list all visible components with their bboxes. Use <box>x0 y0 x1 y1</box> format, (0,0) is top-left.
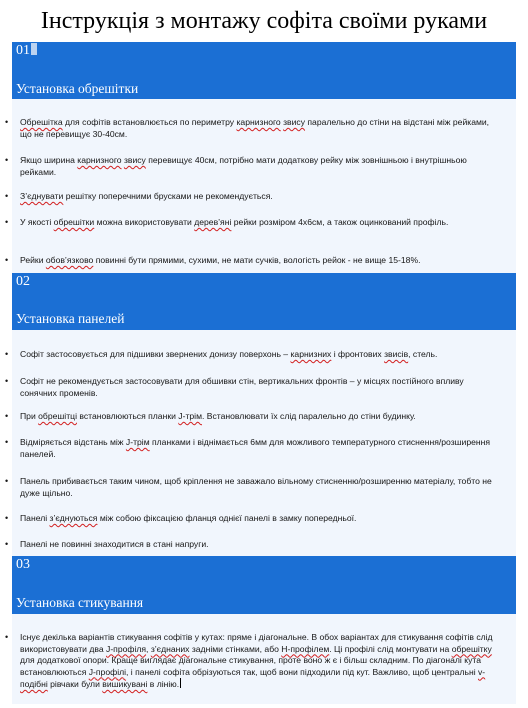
bullet-icon: • <box>5 539 9 549</box>
bullet-icon: • <box>5 437 9 447</box>
document-title: Інструкція з монтажу софіта своїми руками <box>40 8 488 34</box>
bullet-icon: • <box>5 349 9 359</box>
list-item-text: Панель прибивається таким чином, щоб кріплення не заважало вільному стисненню/розширенню матеріалу, тобто не дуже щільно. <box>20 476 492 498</box>
list-item-text: Панелі з’єднуються між собою фіксацією фланця однієї панелі в замку попередньої. <box>20 513 357 523</box>
list-item <box>5 437 494 460</box>
section-heading: Установка обрешітки <box>16 81 139 96</box>
list-item <box>5 539 494 551</box>
bullet-icon: • <box>5 117 9 127</box>
bullet-icon: • <box>5 376 9 386</box>
section-number: 01 <box>16 42 37 60</box>
list-item-text: При обрешітці встановлюються планки J-трім. Встановлювати їх слід паралельно до стіни будинку. <box>20 411 416 421</box>
list-item-text: Панелі не повинні знаходитися в стані напруги. <box>20 539 209 549</box>
section-header-02 <box>12 273 516 330</box>
bullet-icon: • <box>5 476 9 486</box>
bullet-icon: • <box>5 155 9 165</box>
section-number: 03 <box>16 557 30 572</box>
section-heading: Установка стикування <box>16 595 144 610</box>
list-item <box>5 255 494 267</box>
list-item <box>5 376 494 399</box>
bullet-icon: • <box>5 255 9 265</box>
list-item-text: Обрешітка для софітів встановлюється по периметру карнизного звису паралельно до стіни на відстані між рейками, що не перевищує 30-40см. <box>20 117 490 139</box>
bullet-icon: • <box>5 513 9 523</box>
list-item-text: Софіт не рекомендується застосовувати для обшивки стін, вертикальних фронтів – у місцях постійного впливу сонячних променів. <box>20 376 464 398</box>
section-header-01 <box>12 42 516 99</box>
list-item-text: Софіт застосовується для підшивки звернених донизу поверхонь – карнизних і фронтових звисів, стель. <box>20 349 438 359</box>
list-item-text: Існує декілька варіантів стикування софітів у кутах: пряме і діагональне. В обох варіантах для стикування софітів слід використовувати два J-профіля, з’єднаних задніми стінками, або Н-профілем. Ці профілі слід монтувати на обрешітку для додаткової опори. Краще виглядає діагональне стикування, проте воно ж є і більш складним. По діагоналі кута встановлюються J-профілі, і панелі софіта обрізуються так, щоб вони підходили під кут. Важливо, щоб центральні v-подібні рівчаки були вишикувані в лінію. <box>20 632 493 689</box>
bullet-icon: • <box>5 217 9 227</box>
bullet-icon: • <box>5 411 9 421</box>
text-cursor-highlight <box>31 43 37 55</box>
list-item <box>5 349 494 361</box>
list-item-text: Рейки обов’язково повинні бути прямими, сухими, не мати сучків, вологість рейок - не вище 15-18%. <box>20 255 421 265</box>
list-item <box>5 117 494 140</box>
text-caret <box>180 678 181 688</box>
list-item-text: Відміряється відстань між J-трім планками і віднімається 6мм для можливого температурного стиснення/розширення панелей. <box>20 437 491 459</box>
section-header-03 <box>12 556 516 614</box>
bullet-icon: • <box>5 191 9 201</box>
list-item <box>5 632 494 691</box>
section-number: 02 <box>16 274 30 289</box>
list-item <box>5 513 494 525</box>
list-item <box>5 217 494 229</box>
section-heading: Установка панелей <box>16 311 125 326</box>
list-item <box>5 155 494 178</box>
list-item <box>5 191 494 203</box>
list-item-text: Якщо ширина карнизного звису перевищує 40см, потрібно мати додаткову рейку між зовнішньою і внутрішньою рейками. <box>20 155 467 177</box>
list-item-text: З’єднувати решітку поперечними брусками не рекомендується. <box>20 191 273 201</box>
list-item <box>5 411 494 423</box>
list-item-text: У якості обрешітки можна використовувати дерев’яні рейки розміром 4х6см, а також оцинкований профіль. <box>20 217 449 227</box>
bullet-icon: • <box>5 632 9 642</box>
list-item <box>5 476 494 499</box>
